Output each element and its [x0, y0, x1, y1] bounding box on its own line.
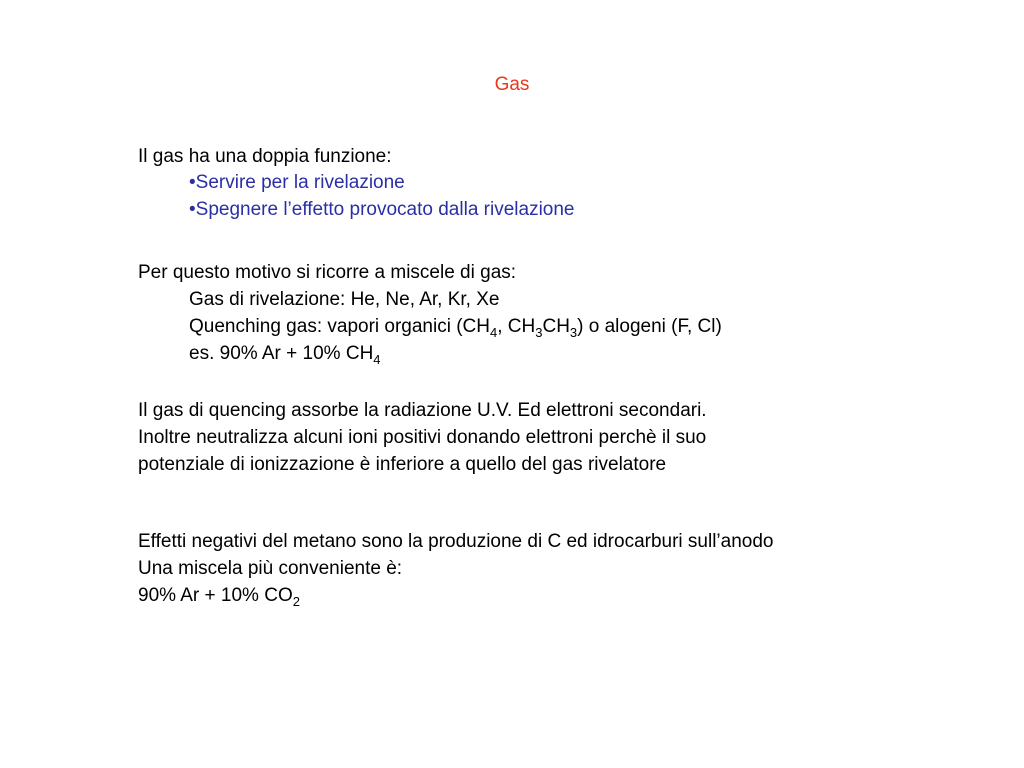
better-mixture-line: Una miscela più conveniente è: [138, 558, 403, 579]
slide-title: Gas [494, 74, 530, 95]
detection-gas-line: Gas di rivelazione: He, Ne, Ar, Kr, Xe [189, 289, 500, 310]
methane-effects-line: Effetti negativi del metano sono la produzione di C ed idrocarburi sull’anodo [138, 531, 774, 552]
quencing-line-2: Inoltre neutralizza alcuni ioni positivi donando elettroni perchè il suo [138, 427, 707, 448]
quencing-line-3: potenziale di ionizzazione è inferiore a quello del gas rivelatore [138, 454, 667, 475]
co2-mixture-line: 90% Ar + 10% $CO_2$ [138, 585, 300, 609]
bullet-detection: •Servire per la rivelazione [189, 172, 405, 193]
quencing-line-1: Il gas di quencing assorbe la radiazione U.V. Ed elettroni secondari. [138, 400, 707, 421]
example-mixture-line: es. 90% Ar + 10% $CH_4$ [189, 343, 381, 367]
quenching-gas-line: Quenching gas: vapori organici ($CH_4$, $CH_3CH_3$) o alogeni (F, Cl) [189, 316, 722, 340]
bullet-quench: •Spegnere l’effetto provocato dalla rivelazione [189, 199, 575, 220]
intro-gas-mixtures: Per questo motivo si ricorre a miscele di gas: [138, 262, 517, 283]
intro-gas-function: Il gas ha una doppia funzione: [138, 146, 392, 167]
